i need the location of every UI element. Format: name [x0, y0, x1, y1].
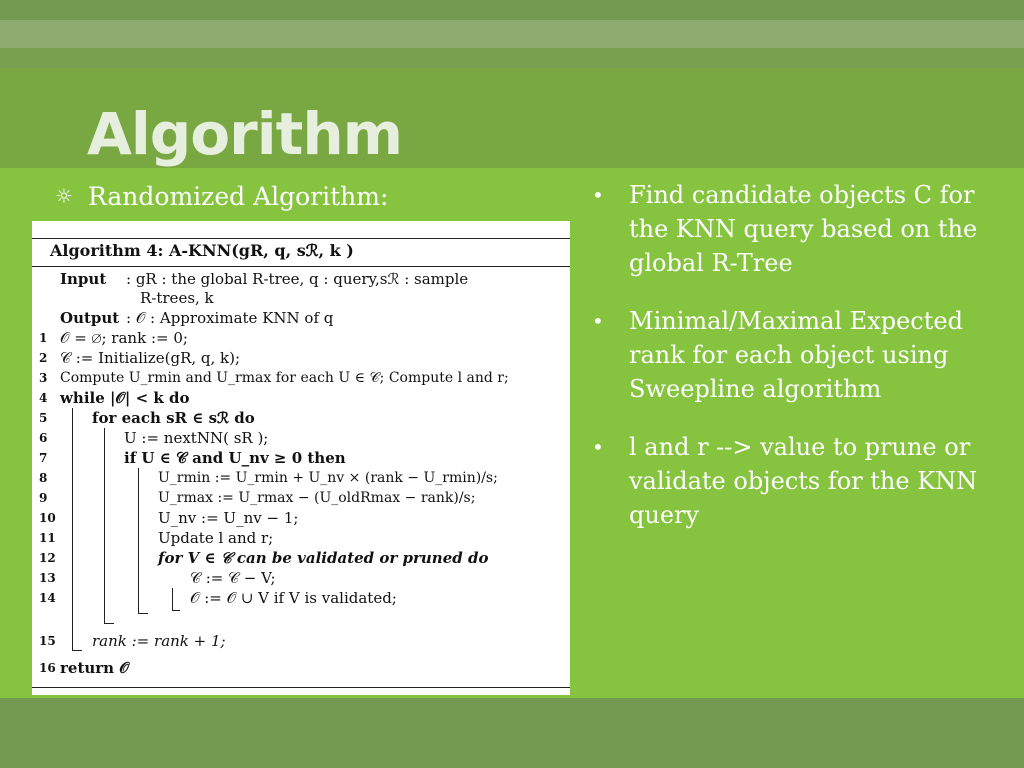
left-heading-text: Randomized Algorithm:: [88, 181, 389, 211]
bottom-band: [0, 698, 1024, 768]
while-block-end: [72, 650, 82, 651]
line-number: 7: [39, 451, 48, 465]
line-number: 13: [39, 571, 56, 585]
left-heading: [50, 180, 388, 212]
output-label: Output: [60, 309, 120, 327]
algorithm-line: [32, 568, 570, 588]
bullet-item: [592, 304, 992, 406]
bullet-item: [592, 178, 992, 280]
line-number: 16: [39, 661, 56, 675]
inner-for-end: [172, 610, 180, 611]
line-number: 9: [39, 491, 48, 505]
algorithm-top-rule: [32, 238, 570, 239]
bullet-glyph: •: [592, 309, 604, 333]
algorithm-line: [32, 408, 570, 428]
input-label: Input: [60, 270, 107, 288]
line-code: 𝒞 := 𝒞 − V;: [190, 569, 276, 587]
line-number: 12: [39, 551, 56, 565]
inner-for-bar: [172, 588, 173, 610]
bullet-text: l and r --> value to prune or validate objects for the KNN query: [629, 433, 978, 529]
bullet-glyph: •: [592, 183, 604, 207]
line-code: Update l and r;: [158, 529, 274, 547]
algorithm-line: [32, 588, 570, 608]
input-text: : gR : the global R-tree, q : query,sℛ : sample: [126, 270, 469, 288]
bullet-item: [592, 430, 992, 532]
algorithm-line: [32, 468, 570, 488]
line-number: 8: [39, 471, 48, 485]
bullet-text: Minimal/Maximal Expected rank for each object using Sweepline algorithm: [629, 307, 963, 403]
algorithm-output: [32, 308, 570, 328]
line-code: 𝒪 := 𝒪 ∪ V if V is validated;: [190, 589, 397, 607]
algorithm-line: [32, 508, 570, 528]
algorithm-line: [32, 328, 570, 348]
bullet-list: [592, 178, 992, 556]
input-text-cont: R-trees, k: [140, 289, 214, 307]
line-code: Compute U_rmin and U_rmax for each U ∈ 𝒞; Compute l and r;: [60, 370, 509, 386]
line-code: U_rmin := U_rmin + U_nv × (rank − U_rmin)/s;: [158, 470, 498, 486]
line-code: while |𝒪| < k do: [60, 389, 190, 407]
line-number: 15: [39, 634, 56, 648]
algorithm-input: [32, 269, 570, 289]
algorithm-figure: [32, 221, 570, 695]
output-text: : 𝒪 : Approximate KNN of q: [126, 309, 334, 327]
line-code: U_nv := U_nv − 1;: [158, 509, 299, 527]
algorithm-line: [32, 448, 570, 468]
title-band-upper: [0, 48, 1024, 68]
line-code: return 𝒪: [60, 659, 129, 677]
algorithm-header: [50, 241, 354, 260]
algorithm-line: [32, 658, 570, 678]
algorithm-input-cont: [32, 288, 570, 308]
algorithm-header-rule: [32, 266, 570, 267]
algorithm-line: [32, 428, 570, 448]
algorithm-line: [32, 548, 570, 568]
for-block-end: [104, 623, 114, 624]
line-number: 14: [39, 591, 56, 605]
line-code: U := nextNN( sR );: [124, 429, 269, 447]
line-number: 6: [39, 431, 48, 445]
line-number: 4: [39, 391, 48, 405]
sun-icon: ☼: [55, 184, 73, 208]
line-number: 3: [39, 371, 48, 385]
line-code: 𝒪 = ∅; rank := 0;: [60, 329, 188, 347]
bullet-glyph: •: [592, 435, 604, 459]
algorithm-line: [32, 348, 570, 368]
top-band: [0, 0, 1024, 20]
line-code: for each sR ∈ sℛ do: [92, 409, 255, 427]
algorithm-line: [32, 388, 570, 408]
top-stripe: [0, 20, 1024, 48]
for-block-bar: [104, 428, 105, 623]
slide-title: Algorithm: [87, 100, 403, 168]
line-number: 10: [39, 511, 56, 525]
line-code: for V ∈ 𝒞 can be validated or pruned do: [158, 549, 489, 567]
algorithm-line: [32, 488, 570, 508]
algorithm-line: [32, 631, 570, 651]
line-code: rank := rank + 1;: [92, 632, 226, 650]
algorithm-bottom-rule: [32, 687, 570, 688]
line-code: 𝒞 := Initialize(gR, q, k);: [60, 349, 241, 367]
algorithm-line: [32, 368, 570, 388]
algorithm-header-text: Algorithm 4: A-KNN(gR, q, sℛ, k ): [50, 241, 354, 260]
if-block-bar: [138, 468, 139, 613]
line-number: 5: [39, 411, 48, 425]
line-number: 11: [39, 531, 56, 545]
if-block-end: [138, 613, 148, 614]
algorithm-line: [32, 528, 570, 548]
line-code: if U ∈ 𝒞 and U_nv ≥ 0 then: [124, 449, 346, 467]
line-code: U_rmax := U_rmax − (U_oldRmax − rank)/s;: [158, 490, 476, 506]
bullet-text: Find candidate objects C for the KNN query based on the global R-Tree: [629, 181, 978, 277]
while-block-bar: [72, 408, 73, 650]
line-number: 1: [39, 331, 48, 345]
line-number: 2: [39, 351, 48, 365]
